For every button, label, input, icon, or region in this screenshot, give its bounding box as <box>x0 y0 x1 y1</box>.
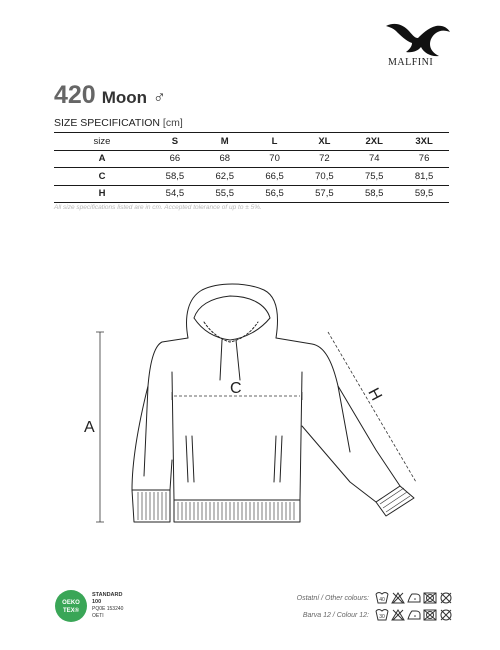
no-dry-clean-icon <box>439 609 453 621</box>
table-header-cell: L <box>250 133 300 151</box>
svg-text:40: 40 <box>379 597 385 603</box>
table-cell: 68 <box>200 150 250 168</box>
table-header-cell: 3XL <box>399 133 449 151</box>
male-symbol-icon: ♂ <box>153 88 166 107</box>
table-cell: 62,5 <box>200 168 250 186</box>
size-spec-unit: [cm] <box>162 117 183 129</box>
table-header-cell: size <box>54 133 150 151</box>
size-table <box>54 132 449 203</box>
table-row <box>54 185 449 203</box>
table-cell: 57,5 <box>299 185 349 203</box>
row-label: A <box>54 150 150 168</box>
oeko-tex-text <box>92 592 123 620</box>
care-row-other-colours <box>297 592 453 604</box>
no-bleach-icon <box>391 609 405 621</box>
svg-text:TEX®: TEX® <box>62 608 80 614</box>
label-h: H <box>364 385 385 404</box>
iron-icon <box>407 609 421 621</box>
table-cell: 81,5 <box>399 168 449 186</box>
table-cell: 58,5 <box>349 185 399 203</box>
care-label-colour-12: Barva 12 / Colour 12: <box>302 611 369 619</box>
row-label: H <box>54 185 150 203</box>
oeko-standard-number: 100 <box>92 599 102 605</box>
table-cell: 54,5 <box>150 185 200 203</box>
table-cell: 72 <box>299 150 349 168</box>
table-header-cell: 2XL <box>349 133 399 151</box>
label-c: C <box>230 380 242 397</box>
table-header-cell: S <box>150 133 200 151</box>
table-cell: 66,5 <box>250 168 300 186</box>
iron-icon <box>407 592 421 604</box>
hoodie-drawing <box>80 276 425 528</box>
table-cell: 76 <box>399 150 449 168</box>
table-cell: 55,5 <box>200 185 250 203</box>
table-cell: 66 <box>150 150 200 168</box>
table-row <box>54 150 449 168</box>
oeko-cert-institute: OETI <box>92 613 104 619</box>
product-code: 420 <box>54 81 96 109</box>
product-name: Moon <box>101 88 148 107</box>
table-cell: 59,5 <box>399 185 449 203</box>
svg-text:30: 30 <box>379 614 385 620</box>
table-cell: 56,5 <box>250 185 300 203</box>
table-cell: 58,5 <box>150 168 200 186</box>
table-cell: 74 <box>349 150 399 168</box>
oeko-standard: STANDARD <box>92 592 123 598</box>
table-header-cell: XL <box>299 133 349 151</box>
care-label-other-colours: Ostatní / Other colours: <box>296 594 369 602</box>
size-spec-title: SIZE SPECIFICATION <box>54 117 160 129</box>
tolerance-note: All size specifications listed are in cm. Accepted tolerance of up to ± 5%. <box>54 204 262 211</box>
wash-tub-icon <box>375 609 389 621</box>
no-tumble-dry-icon <box>423 609 437 621</box>
oeko-tex-logo-icon <box>54 589 88 623</box>
table-cell: 70 <box>250 150 300 168</box>
label-a: A <box>84 419 95 436</box>
no-bleach-icon <box>391 592 405 604</box>
table-row <box>54 168 449 186</box>
svg-text:OEKO: OEKO <box>62 600 80 606</box>
no-tumble-dry-icon <box>423 592 437 604</box>
wash-tub-icon <box>375 592 389 604</box>
table-cell: 75,5 <box>349 168 399 186</box>
oeko-cert-number: PQ0E 153240 <box>92 606 124 612</box>
brand-name: MALFINI <box>388 57 434 68</box>
care-row-colour-12 <box>303 609 453 621</box>
size-spec-heading <box>54 117 183 129</box>
product-title <box>54 81 166 110</box>
size-table-header <box>54 133 449 151</box>
row-label: C <box>54 168 150 186</box>
table-cell: 70,5 <box>299 168 349 186</box>
table-header-cell: M <box>200 133 250 151</box>
no-dry-clean-icon <box>439 592 453 604</box>
